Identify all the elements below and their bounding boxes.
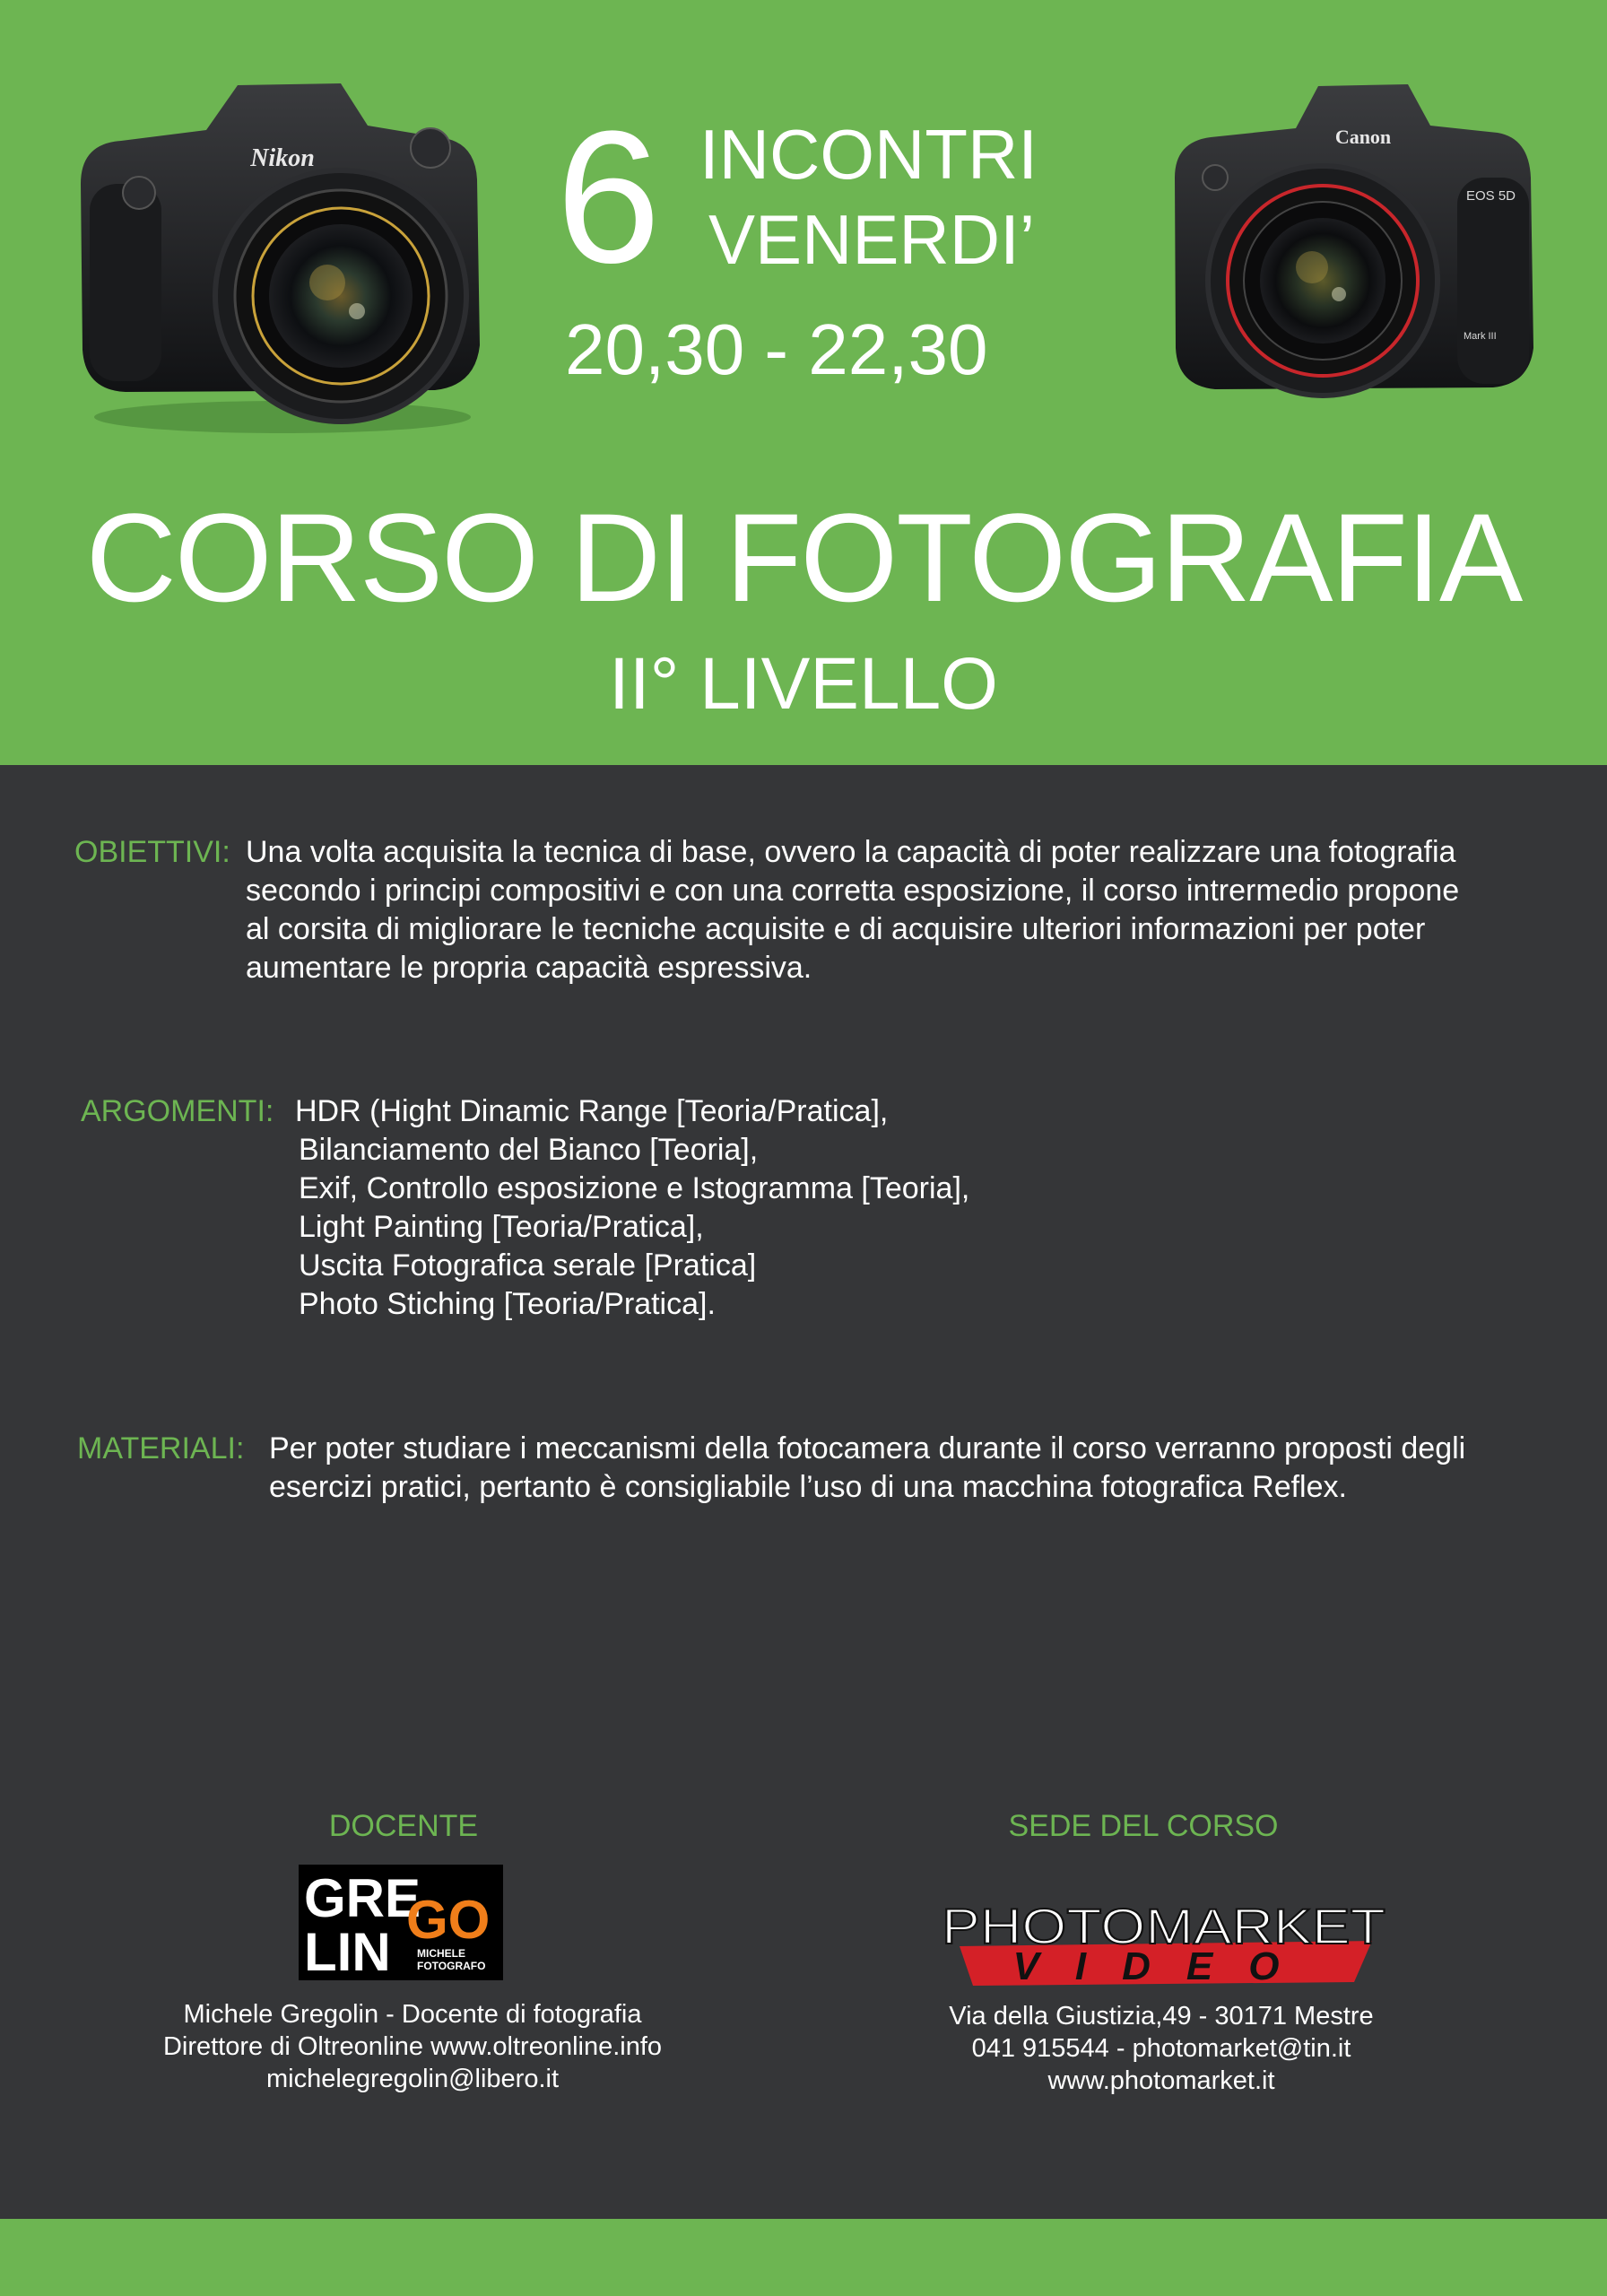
teacher-line: Direttore di Oltreonline www.oltreonline.info [162,2032,663,2061]
svg-text:GO: GO [406,1890,491,1950]
topics-section [81,1092,1551,1335]
nikon-camera-image [72,76,493,435]
objectives-text: Una volta acquisita la tecnica di base, ovvero la capacità di poter realizzare una fotografia secondo i principi compositivi e con una corretta esposizione, il corso intrermedio propone al corsita di migliorare le tecniche acquisite e di acquisire ulteriori informazioni per poter aumentare le propria capacità espressiva. [246,835,1460,985]
gregolin-logo [299,1865,503,1980]
teacher-email: michelegregolin@libero.it [265,2065,560,2093]
materials-text: Per poter studiare i meccanismi della fotocamera durante il corso verranno proposti degli esercizi pratici, pertanto è consigliabile l’uso di una macchina fotografica Reflex. [269,1431,1466,1504]
teacher-heading: DOCENTE [328,1809,479,1843]
photomarket-logo [933,1876,1399,1991]
camera-model-right: EOS 5D [1466,188,1516,204]
venue-address: Via della Giustizia,49 - 30171 Mestre [949,2002,1374,2031]
svg-text:PHOTOMARKET: PHOTOMARKET [942,1898,1385,1954]
footer-band [0,2219,1607,2296]
venue-heading: SEDE DEL CORSO [1008,1809,1279,1843]
page-title: CORSO DI FOTOGRAFIA [85,487,1522,628]
list-item: Photo Stiching [Teoria/Pratica]. [299,1287,716,1321]
svg-text:MICHELE: MICHELE [417,1947,465,1960]
meetings-count: 6 [556,91,656,302]
page-subtitle: II° LIVELLO [609,643,998,725]
canon-camera-image [1161,79,1542,420]
topics-label: ARGOMENTI: [81,1094,274,1128]
teacher-info [117,1998,708,2095]
teacher-line: Michele Gregolin - Docente di fotografia [183,2000,642,2029]
topics-list [295,1092,969,1324]
objectives-section [74,833,1545,995]
list-item: Bilanciamento del Bianco [Teoria], [299,1133,759,1167]
camera-brand-left: Nikon [250,144,315,172]
list-item: Light Painting [Teoria/Pratica], [299,1210,704,1244]
header-banner [0,0,1607,765]
materials-section [77,1430,1548,1510]
list-item: Exif, Controllo esposizione e Istogramma [Teoria], [299,1171,970,1205]
list-item: Uscita Fotografica serale [Pratica] [299,1248,757,1283]
camera-mark-right: Mark III [1464,331,1497,342]
svg-text:FOTOGRAFO: FOTOGRAFO [417,1960,486,1972]
svg-text:LIN: LIN [304,1922,391,1980]
list-item: HDR (Hight Dinamic Range [Teoria/Pratica], [295,1094,889,1128]
objectives-label: OBIETTIVI: [74,835,230,869]
venue-contact: 041 915544 - photomarket@tin.it [971,2034,1351,2063]
weekday-label: VENERDI’ [708,200,1036,279]
venue-website: www.photomarket.it [1047,2066,1275,2095]
materials-label: MATERIALI: [77,1431,245,1465]
venue-info [888,2000,1435,2097]
meetings-label: INCONTRI [699,115,1038,194]
camera-brand-right: Canon [1334,126,1392,148]
svg-text:VIDEO: VIDEO [1012,1944,1316,1988]
svg-text:GRE: GRE [304,1868,421,1928]
schedule-hours: 20,30 - 22,30 [565,309,988,389]
